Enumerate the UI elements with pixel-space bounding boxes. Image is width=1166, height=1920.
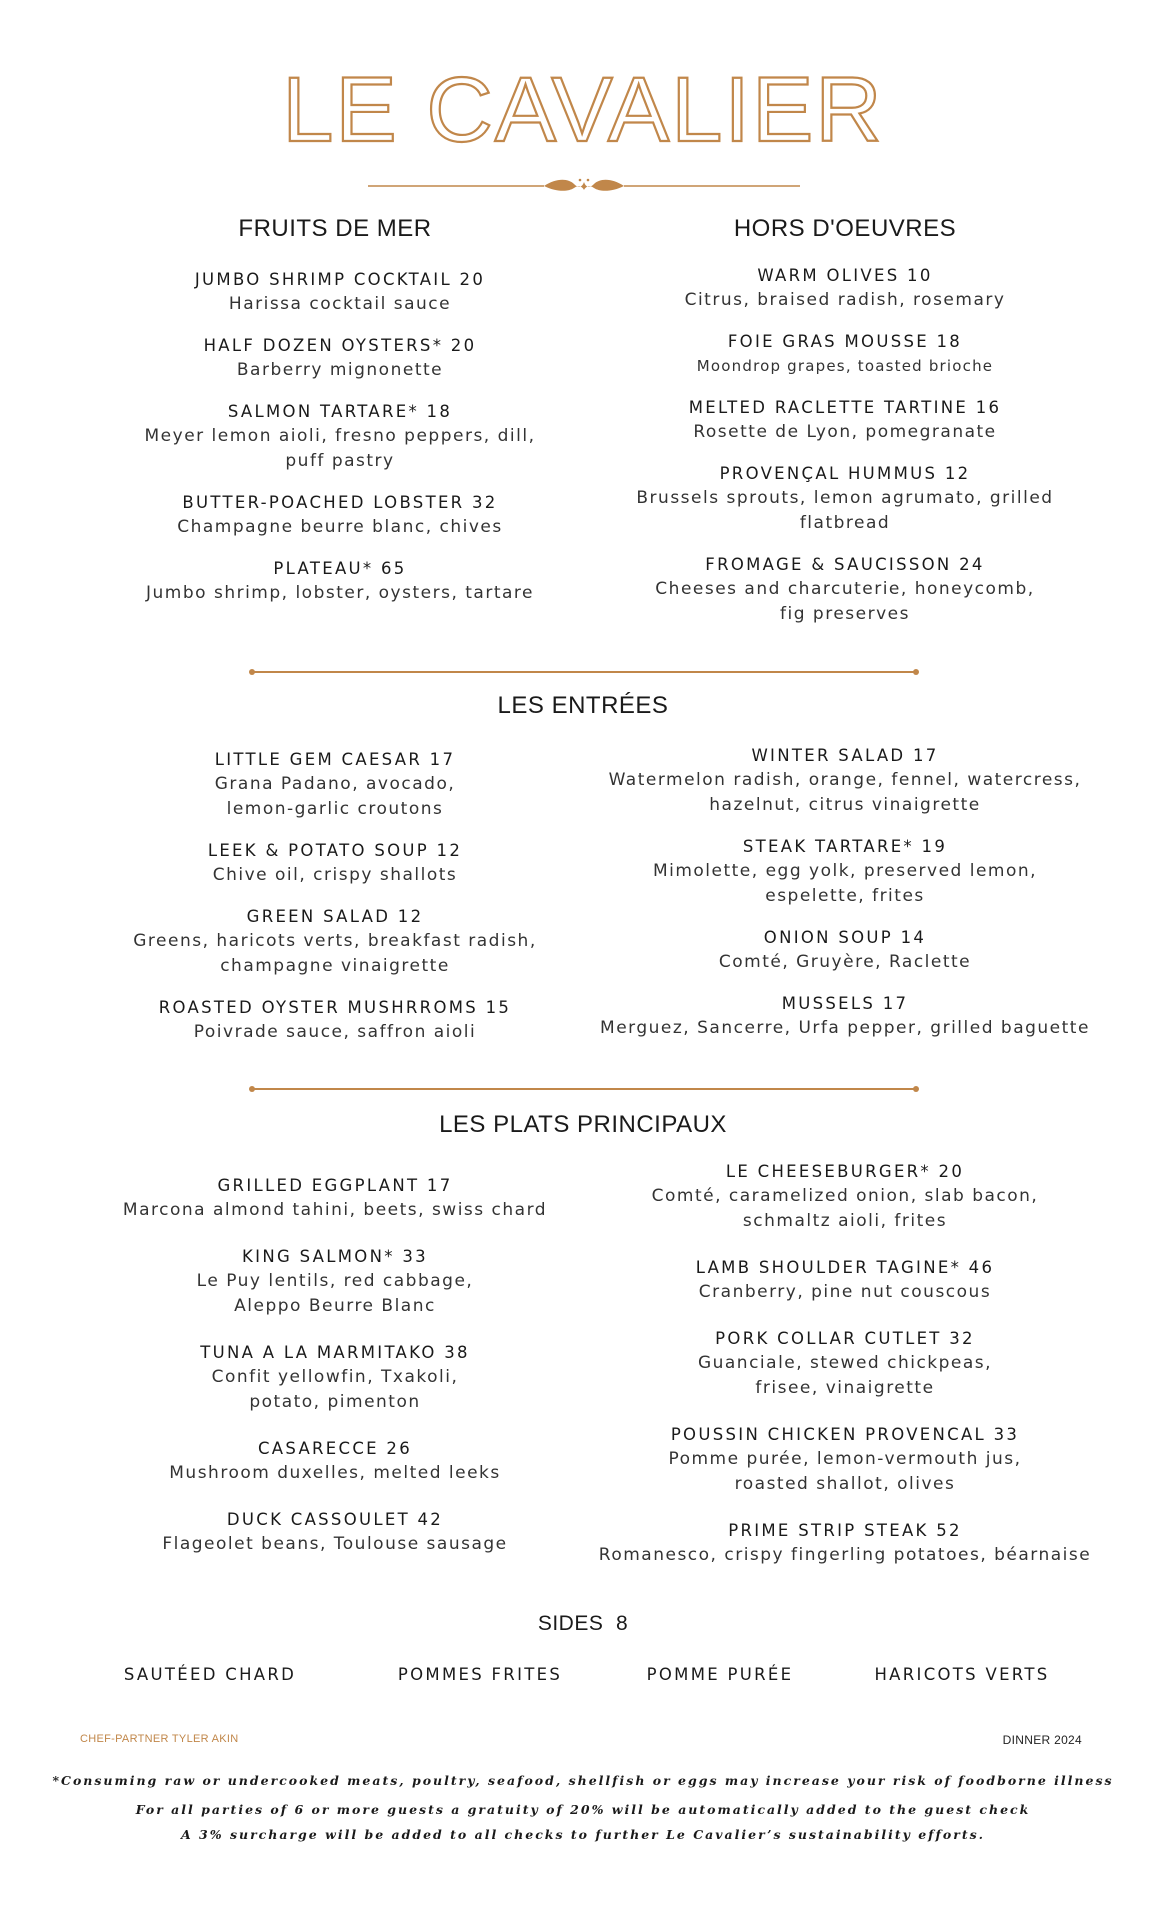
menu-item-name: DUCK CASSOULET 42 bbox=[226, 1510, 444, 1529]
menu-item-name: CASARECCE 26 bbox=[257, 1439, 413, 1458]
menu-item-desc: Jumbo shrimp, lobster, oysters, tartare bbox=[146, 583, 534, 603]
menu-item-name: LE CHEESEBURGER* 20 bbox=[725, 1162, 965, 1181]
menu-item-desc: Mushroom duxelles, melted leeks bbox=[169, 1463, 501, 1483]
side-item: SAUTÉED CHARD bbox=[123, 1665, 297, 1684]
menu-item bbox=[120, 557, 560, 606]
menu-item-name: WARM OLIVES 10 bbox=[757, 266, 933, 285]
menu-item-name: SALMON TARTARE* 18 bbox=[227, 402, 453, 421]
menu-item-name: LITTLE GEM CAESAR 17 bbox=[214, 750, 456, 769]
plats-right-column bbox=[585, 1160, 1105, 1568]
menu-item-name: PRIME STRIP STEAK 52 bbox=[728, 1521, 962, 1540]
menu-item-desc: Mimolette, egg yolk, preserved lemon, espelette, frites bbox=[652, 861, 1038, 906]
menu-item-name: STEAK TARTARE* 19 bbox=[742, 837, 948, 856]
menu-item bbox=[585, 744, 1105, 818]
menu-item-desc: Marcona almond tahini, beets, swiss chard bbox=[122, 1200, 548, 1220]
disclaimer-surcharge: A 3% surcharge will be added to all checks to further Le Cavalier’s sustainability efforts. bbox=[180, 1827, 985, 1842]
menu-item-desc: Watermelon radish, orange, fennel, watercress, hazelnut, citrus vinaigrette bbox=[608, 770, 1082, 815]
section-divider bbox=[248, 667, 920, 677]
section-fruits-de-mer-title: FRUITS DE MER bbox=[238, 215, 432, 242]
menu-item-name: PROVENÇAL HUMMUS 12 bbox=[719, 464, 971, 483]
menu-item-name: PLATEAU* 65 bbox=[273, 559, 407, 578]
disclaimer-raw-food: *Consuming raw or undercooked meats, poultry, seafood, shellfish or eggs may increase your risk of foodborne illness bbox=[52, 1773, 1114, 1788]
menu-item bbox=[100, 1174, 570, 1223]
plats-left-column bbox=[100, 1174, 570, 1557]
menu-item-desc: Comté, Gruyère, Raclette bbox=[718, 952, 972, 972]
menu-item-name: ROASTED OYSTER MUSHRROMS 15 bbox=[158, 998, 512, 1017]
menu-item bbox=[120, 268, 560, 317]
menu-item bbox=[120, 491, 560, 540]
menu-item bbox=[115, 839, 555, 888]
menu-item-desc: Cheeses and charcuterie, honeycomb, fig preserves bbox=[655, 579, 1035, 624]
menu-item-desc: Romanesco, crispy fingerling potatoes, béarnaise bbox=[598, 1545, 1092, 1565]
menu-item-desc: Comté, caramelized onion, slab bacon, schmaltz aioli, frites bbox=[651, 1186, 1039, 1231]
menu-item bbox=[585, 1423, 1105, 1497]
section-divider bbox=[248, 1084, 920, 1094]
menu-item-name: WINTER SALAD 17 bbox=[751, 746, 939, 765]
menu-item-name: PORK COLLAR CUTLET 32 bbox=[715, 1329, 975, 1348]
menu-item bbox=[115, 748, 555, 822]
menu-item bbox=[615, 330, 1075, 379]
menu-item-name: ONION SOUP 14 bbox=[763, 928, 927, 947]
side-item: HARICOTS VERTS bbox=[874, 1665, 1050, 1684]
menu-item bbox=[100, 1508, 570, 1557]
menu-item bbox=[615, 396, 1075, 445]
menu-item-name: HALF DOZEN OYSTERS* 20 bbox=[203, 336, 477, 355]
menu-item-desc: Brussels sprouts, lemon agrumato, grilled flatbread bbox=[636, 488, 1054, 533]
hors-doeuvres-column bbox=[615, 264, 1075, 627]
menu-item bbox=[585, 1327, 1105, 1401]
menu-item bbox=[585, 1256, 1105, 1305]
menu-item-desc: Flageolet beans, Toulouse sausage bbox=[162, 1534, 508, 1554]
ornament-divider-icon bbox=[368, 176, 800, 196]
menu-item-desc: Confit yellowfin, Txakoli, potato, pimenton bbox=[211, 1367, 459, 1412]
menu-item bbox=[615, 462, 1075, 536]
menu-item-name: MELTED RACLETTE TARTINE 16 bbox=[688, 398, 1002, 417]
menu-edition: DINNER 2024 bbox=[1002, 1733, 1082, 1747]
menu-item bbox=[615, 264, 1075, 313]
menu-item-name: JUMBO SHRIMP COCKTAIL 20 bbox=[194, 270, 486, 289]
section-hors-doeuvres-title: HORS D'OEUVRES bbox=[733, 215, 957, 242]
menu-item bbox=[100, 1437, 570, 1486]
menu-item-name: LEEK & POTATO SOUP 12 bbox=[207, 841, 463, 860]
menu-item-name: POUSSIN CHICKEN PROVENCAL 33 bbox=[670, 1425, 1020, 1444]
menu-item-desc: Pomme purée, lemon-vermouth jus, roasted shallot, olives bbox=[668, 1449, 1022, 1494]
menu-item-name: MUSSELS 17 bbox=[781, 994, 909, 1013]
menu-item-desc: Moondrop grapes, toasted brioche bbox=[696, 357, 994, 375]
side-item: POMMES FRITES bbox=[397, 1665, 563, 1684]
menu-item-name: GREEN SALAD 12 bbox=[246, 907, 424, 926]
menu-item-name: BUTTER-POACHED LOBSTER 32 bbox=[182, 493, 498, 512]
menu-item-name: KING SALMON* 33 bbox=[242, 1247, 428, 1266]
menu-item-desc: Cranberry, pine nut couscous bbox=[698, 1282, 992, 1302]
menu-item bbox=[585, 1160, 1105, 1234]
menu-item bbox=[115, 996, 555, 1045]
menu-item bbox=[615, 553, 1075, 627]
menu-item-desc: Chive oil, crispy shallots bbox=[212, 865, 458, 885]
menu-item-desc: Citrus, braised radish, rosemary bbox=[684, 290, 1006, 310]
menu-item-desc: Poivrade sauce, saffron aioli bbox=[193, 1022, 477, 1042]
menu-item bbox=[120, 334, 560, 383]
menu-item-desc: Barberry mignonette bbox=[236, 360, 444, 380]
section-sides-title: SIDES 8 bbox=[537, 1612, 629, 1635]
menu-item bbox=[120, 400, 560, 474]
menu-item-desc: Merguez, Sancerre, Urfa pepper, grilled baguette bbox=[600, 1018, 1090, 1038]
menu-item bbox=[585, 992, 1105, 1041]
menu-item-name: FROMAGE & SAUCISSON 24 bbox=[705, 555, 985, 574]
section-entrees-title: LES ENTRÉES bbox=[497, 692, 669, 719]
section-plats-title: LES PLATS PRINCIPAUX bbox=[439, 1111, 727, 1138]
menu-item bbox=[100, 1341, 570, 1415]
menu-item-desc: Greens, haricots verts, breakfast radish, champagne vinaigrette bbox=[133, 931, 537, 976]
menu-item-desc: Rosette de Lyon, pomegranate bbox=[693, 422, 997, 442]
menu-item-desc: Le Puy lentils, red cabbage, Aleppo Beurre Blanc bbox=[196, 1271, 474, 1316]
menu-item-desc: Harissa cocktail sauce bbox=[228, 294, 452, 314]
menu-item-name: GRILLED EGGPLANT 17 bbox=[217, 1176, 453, 1195]
chef-credit: CHEF-PARTNER TYLER AKIN bbox=[80, 1733, 239, 1745]
menu-item-desc: Meyer lemon aioli, fresno peppers, dill, puff pastry bbox=[144, 426, 536, 471]
entrees-left-column bbox=[115, 748, 555, 1045]
menu-item-desc: Grana Padano, avocado, lemon-garlic croutons bbox=[214, 774, 456, 819]
menu-item-desc: Guanciale, stewed chickpeas, frisee, vinaigrette bbox=[697, 1353, 993, 1398]
menu-item bbox=[585, 926, 1105, 975]
menu-item bbox=[585, 1519, 1105, 1568]
entrees-right-column bbox=[585, 744, 1105, 1041]
menu-item bbox=[100, 1245, 570, 1319]
menu-item-name: FOIE GRAS MOUSSE 18 bbox=[727, 332, 963, 351]
side-item: POMME PURÉE bbox=[646, 1665, 794, 1684]
menu-item-name: TUNA A LA MARMITAKO 38 bbox=[200, 1343, 470, 1362]
restaurant-title: LE CAVALIER bbox=[282, 59, 884, 161]
menu-item-desc: Champagne beurre blanc, chives bbox=[177, 517, 503, 537]
menu-item bbox=[585, 835, 1105, 909]
disclaimer-gratuity: For all parties of 6 or more guests a gratuity of 20% will be automatically added to the guest check bbox=[135, 1802, 1031, 1817]
menu-item-name: LAMB SHOULDER TAGINE* 46 bbox=[695, 1258, 995, 1277]
sides-list bbox=[0, 1665, 1166, 1695]
menu-item bbox=[115, 905, 555, 979]
fruits-de-mer-column bbox=[120, 268, 560, 606]
